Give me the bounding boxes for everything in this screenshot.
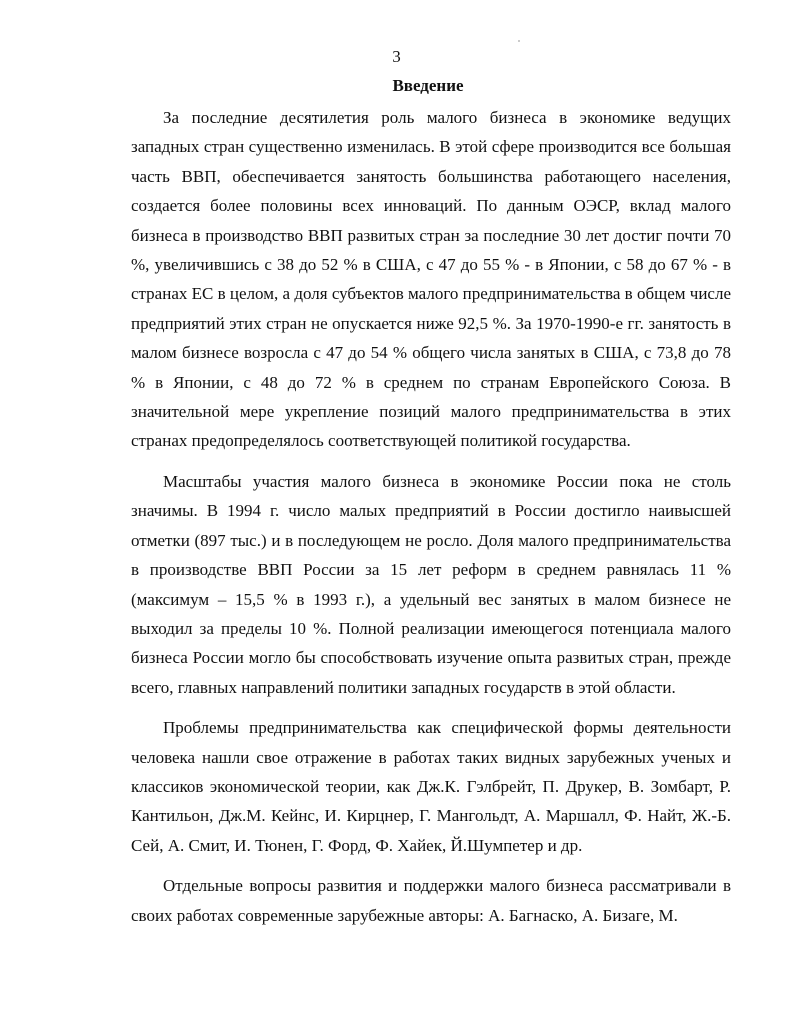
paragraph-authors: Отдельные вопросы развития и поддержки малого бизнеса рассматривали в своих работах современные зарубежные авторы: А. Багнаско, А. Бизаге, М. bbox=[131, 876, 731, 925]
page-number: 3 bbox=[392, 47, 401, 66]
scan-speck bbox=[518, 40, 520, 42]
document-body bbox=[131, 103, 731, 941]
paragraph-problems: Проблемы предпринимательства как специфической формы деятельности человека нашли свое отражение в работах таких видных зарубежных ученых и классиков экономической теории, как Дж.К. Гэлбрейт, П. Друкер, В. Зомбарт, Р. Кантильон, Дж.М. Кейнс, И. Кирцнер, Г. Мангольдт, А. Маршалл, Ф. Найт, Ж.-Б. Сей, А. Смит, И. Тюнен, Г. Форд, Ф. Хайек, Й.Шумпетер и др. bbox=[131, 718, 731, 855]
paragraph-russia: Масштабы участия малого бизнеса в экономике России пока не столь значимы. В 1994 г. число малых предприятий в России достигло наивысшей отметки (897 тыс.) и в последующем не росло. Доля малого предпринимательства в производстве ВВП России за 15 лет реформ в среднем равнялась 11 % (максимум – 15,5 % в 1993 г.), а удельный вес занятых в малом бизнесе не выходил за пределы 10 %. Полной реализации имеющегося потенциала малого бизнеса России могло бы способствовать изучение опыта развитых стран, прежде всего, главных направлений политики западных государств в этой области. bbox=[131, 471, 731, 697]
section-heading: Введение bbox=[392, 76, 464, 95]
paragraph-intro: За последние десятилетия роль малого бизнеса в экономике ведущих западных стран существенно изменилась. В этой сфере производится все большая часть ВВП, обеспечивается занятость большинства работающего населения, создается более половины всех инноваций. По данным ОЭСР, вклад малого бизнеса в производство ВВП развитых стран за последние 30 лет достиг почти 70 %, увеличившись с 38 до 52 % в США, с 47 до 55 % - в Японии, с 58 до 67 % - в странах ЕС в целом, а доля субъектов малого предпринимательства в общем числе предприятий этих стран не опускается ниже 92,5 %. За 1970-1990-е гг. занятость в малом бизнесе возросла с 47 до 54 % общего числа занятых в США, с 73,8 до 78 % в Японии, с 48 до 72 % в среднем по странам Европейского Союза. В значительной мере укрепление позиций малого предпринимательства в этих странах предопределялось соответствующей политикой государства. bbox=[131, 108, 731, 451]
